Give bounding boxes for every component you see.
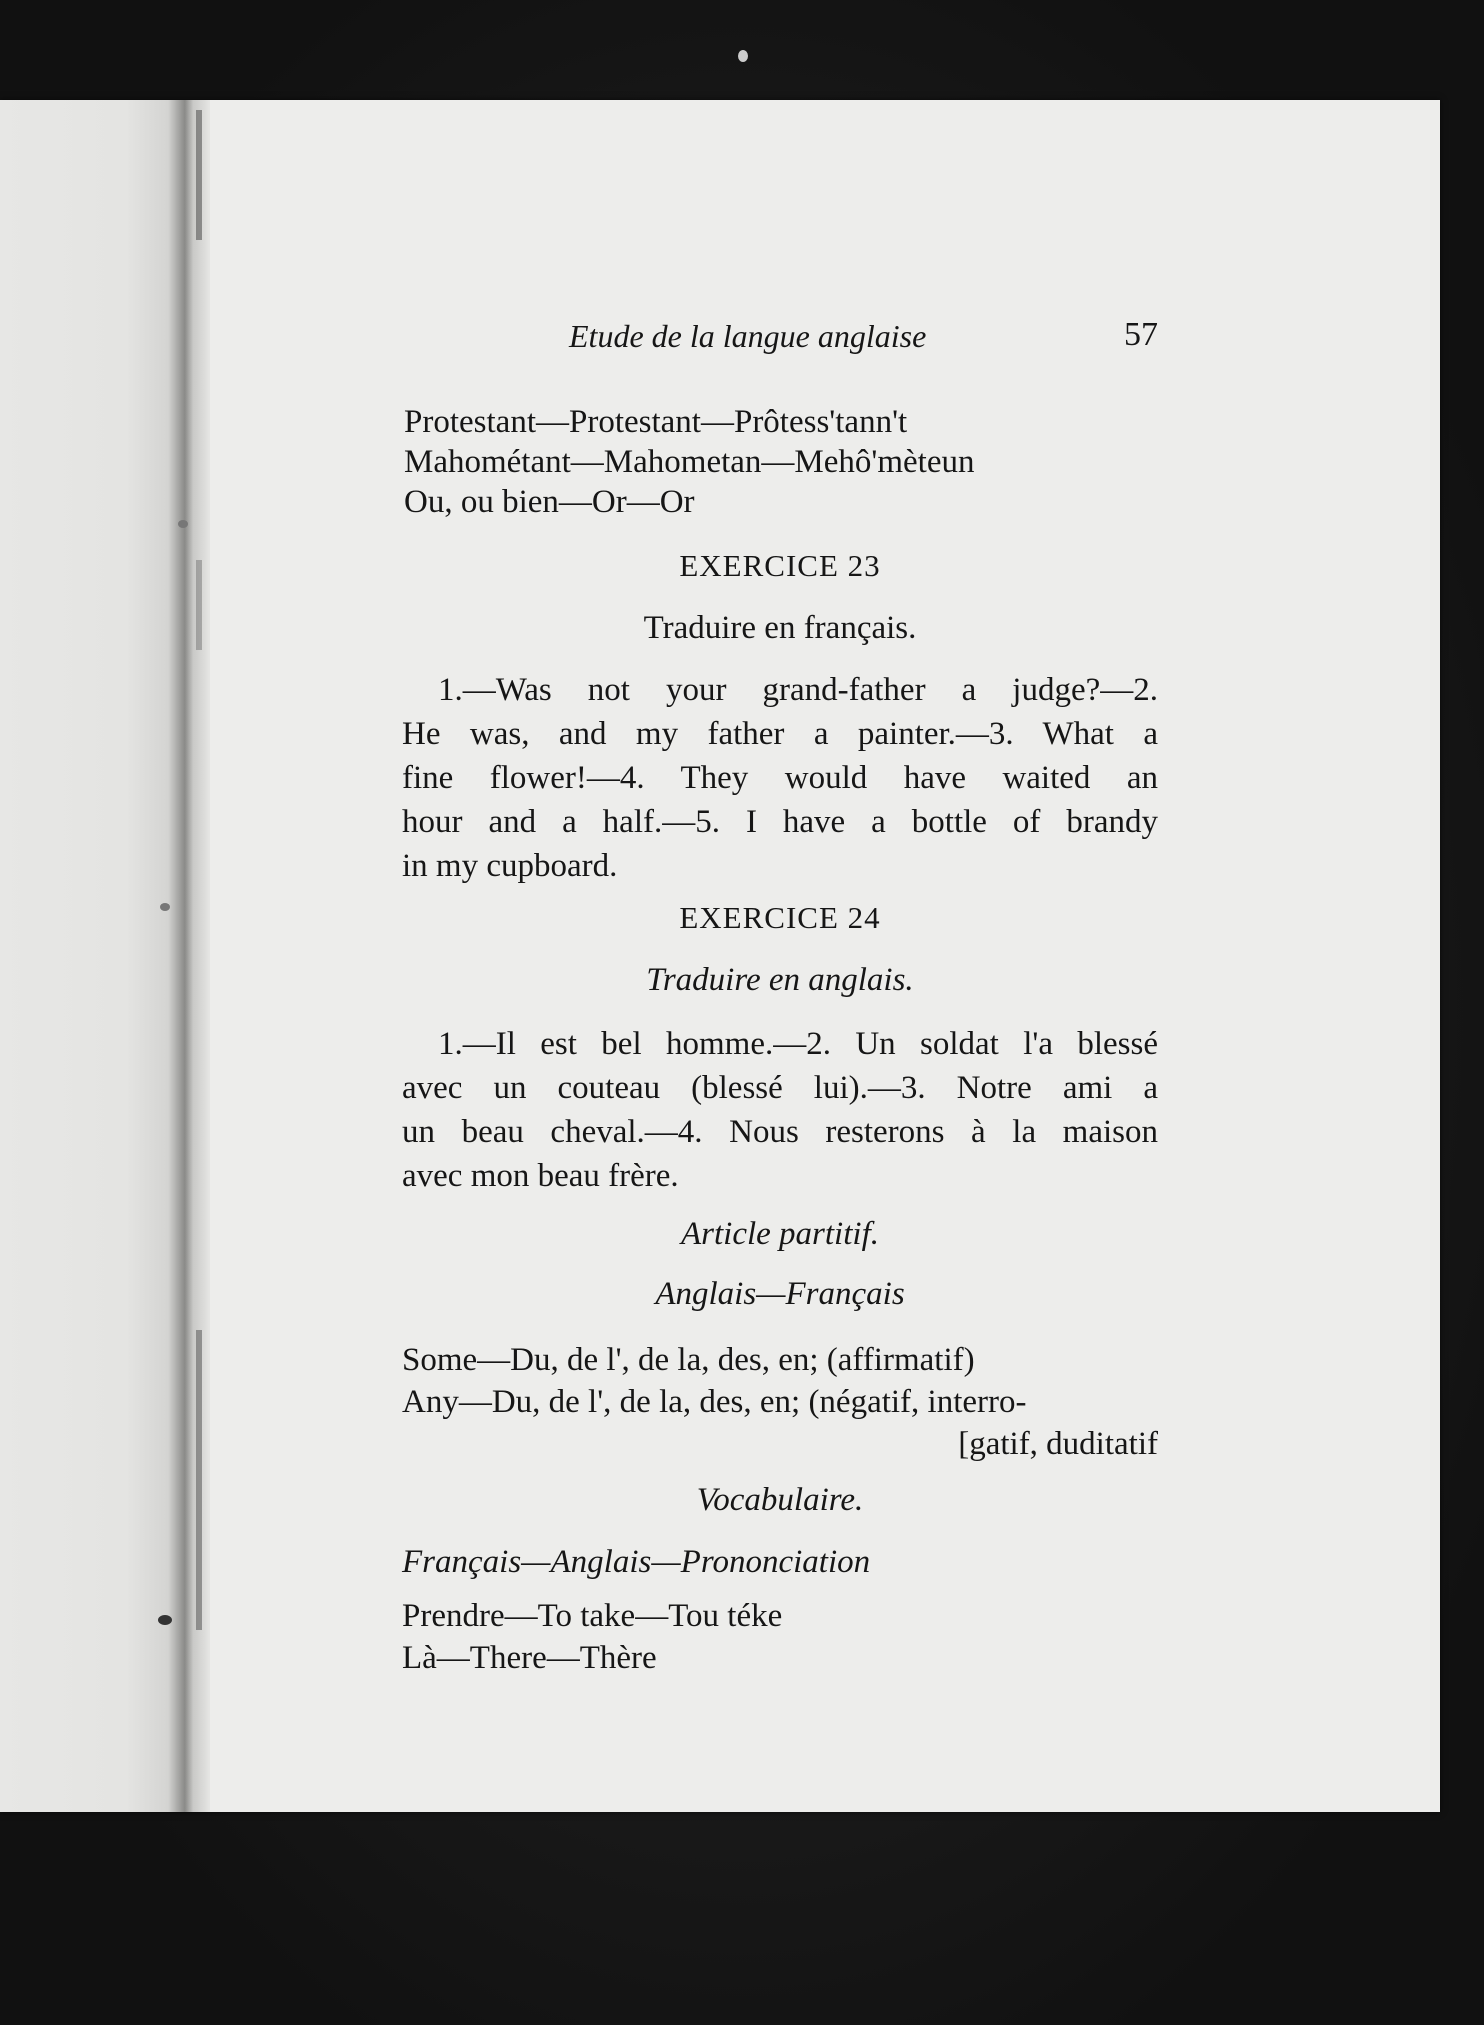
vocabulary-line: Prendre—To take—Tou téke [402, 1598, 783, 1634]
exercise-23-title: EXERCICE 23 [679, 548, 881, 583]
vocab-line: Ou, ou bien—Or—Or [404, 484, 695, 520]
binding-mark [196, 560, 202, 650]
dust-speck [158, 1615, 172, 1625]
exercise-line: He was, and my father a painter.—3. What a [402, 716, 1158, 752]
vocab-line: Protestant—Protestant—Prôtess'tann't [404, 404, 908, 440]
page-number: 57 [1124, 316, 1158, 353]
exercise-23-instruction: Traduire en français. [643, 610, 917, 646]
exercise-line: fine flower!—4. They would have waited an [402, 760, 1158, 796]
vocab-line: Mahométant—Mahometan—Mehô'mèteun [404, 444, 975, 480]
exercise-line: avec mon beau frère. [402, 1158, 679, 1194]
vocabulary-line: Là—There—Thère [402, 1640, 657, 1676]
exercise-line: 1.—Was not your grand-father a judge?—2. [438, 672, 1158, 708]
partitive-line: Any—Du, de l', de la, des, en; (négatif, interro- [402, 1384, 1027, 1420]
partitive-subtitle: Anglais—Français [655, 1276, 905, 1312]
binding-mark [196, 1330, 202, 1630]
binding-mark [196, 110, 202, 240]
exercise-line: in my cupboard. [402, 848, 618, 884]
exercise-line: 1.—Il est bel homme.—2. Un soldat l'a blessé [438, 1026, 1158, 1062]
dust-speck [738, 50, 748, 62]
exercise-line: avec un couteau (blessé lui).—3. Notre ami a [402, 1070, 1158, 1106]
exercise-line: un beau cheval.—4. Nous resterons à la maison [402, 1114, 1158, 1150]
partitive-line: Some—Du, de l', de la, des, en; (affirmatif) [402, 1342, 975, 1378]
vocabulary-title: Vocabulaire. [696, 1482, 864, 1518]
exercise-24-instruction: Traduire en anglais. [646, 962, 914, 998]
exercise-24-title: EXERCICE 24 [679, 900, 881, 935]
page-gutter-shadow [0, 100, 210, 1812]
running-header: Etude de la langue anglaise [569, 318, 927, 354]
dust-speck [178, 520, 188, 528]
exercise-24-text [402, 1022, 1158, 1198]
partitive-line: [gatif, duditatif [958, 1426, 1158, 1462]
vocabulary-subtitle: Français—Anglais—Prononciation [402, 1544, 871, 1580]
partitive-title: Article partitif. [681, 1216, 879, 1252]
exercise-line: hour and a half.—5. I have a bottle of brandy [402, 804, 1158, 840]
exercise-23-text [402, 668, 1158, 888]
dust-speck [160, 903, 170, 911]
